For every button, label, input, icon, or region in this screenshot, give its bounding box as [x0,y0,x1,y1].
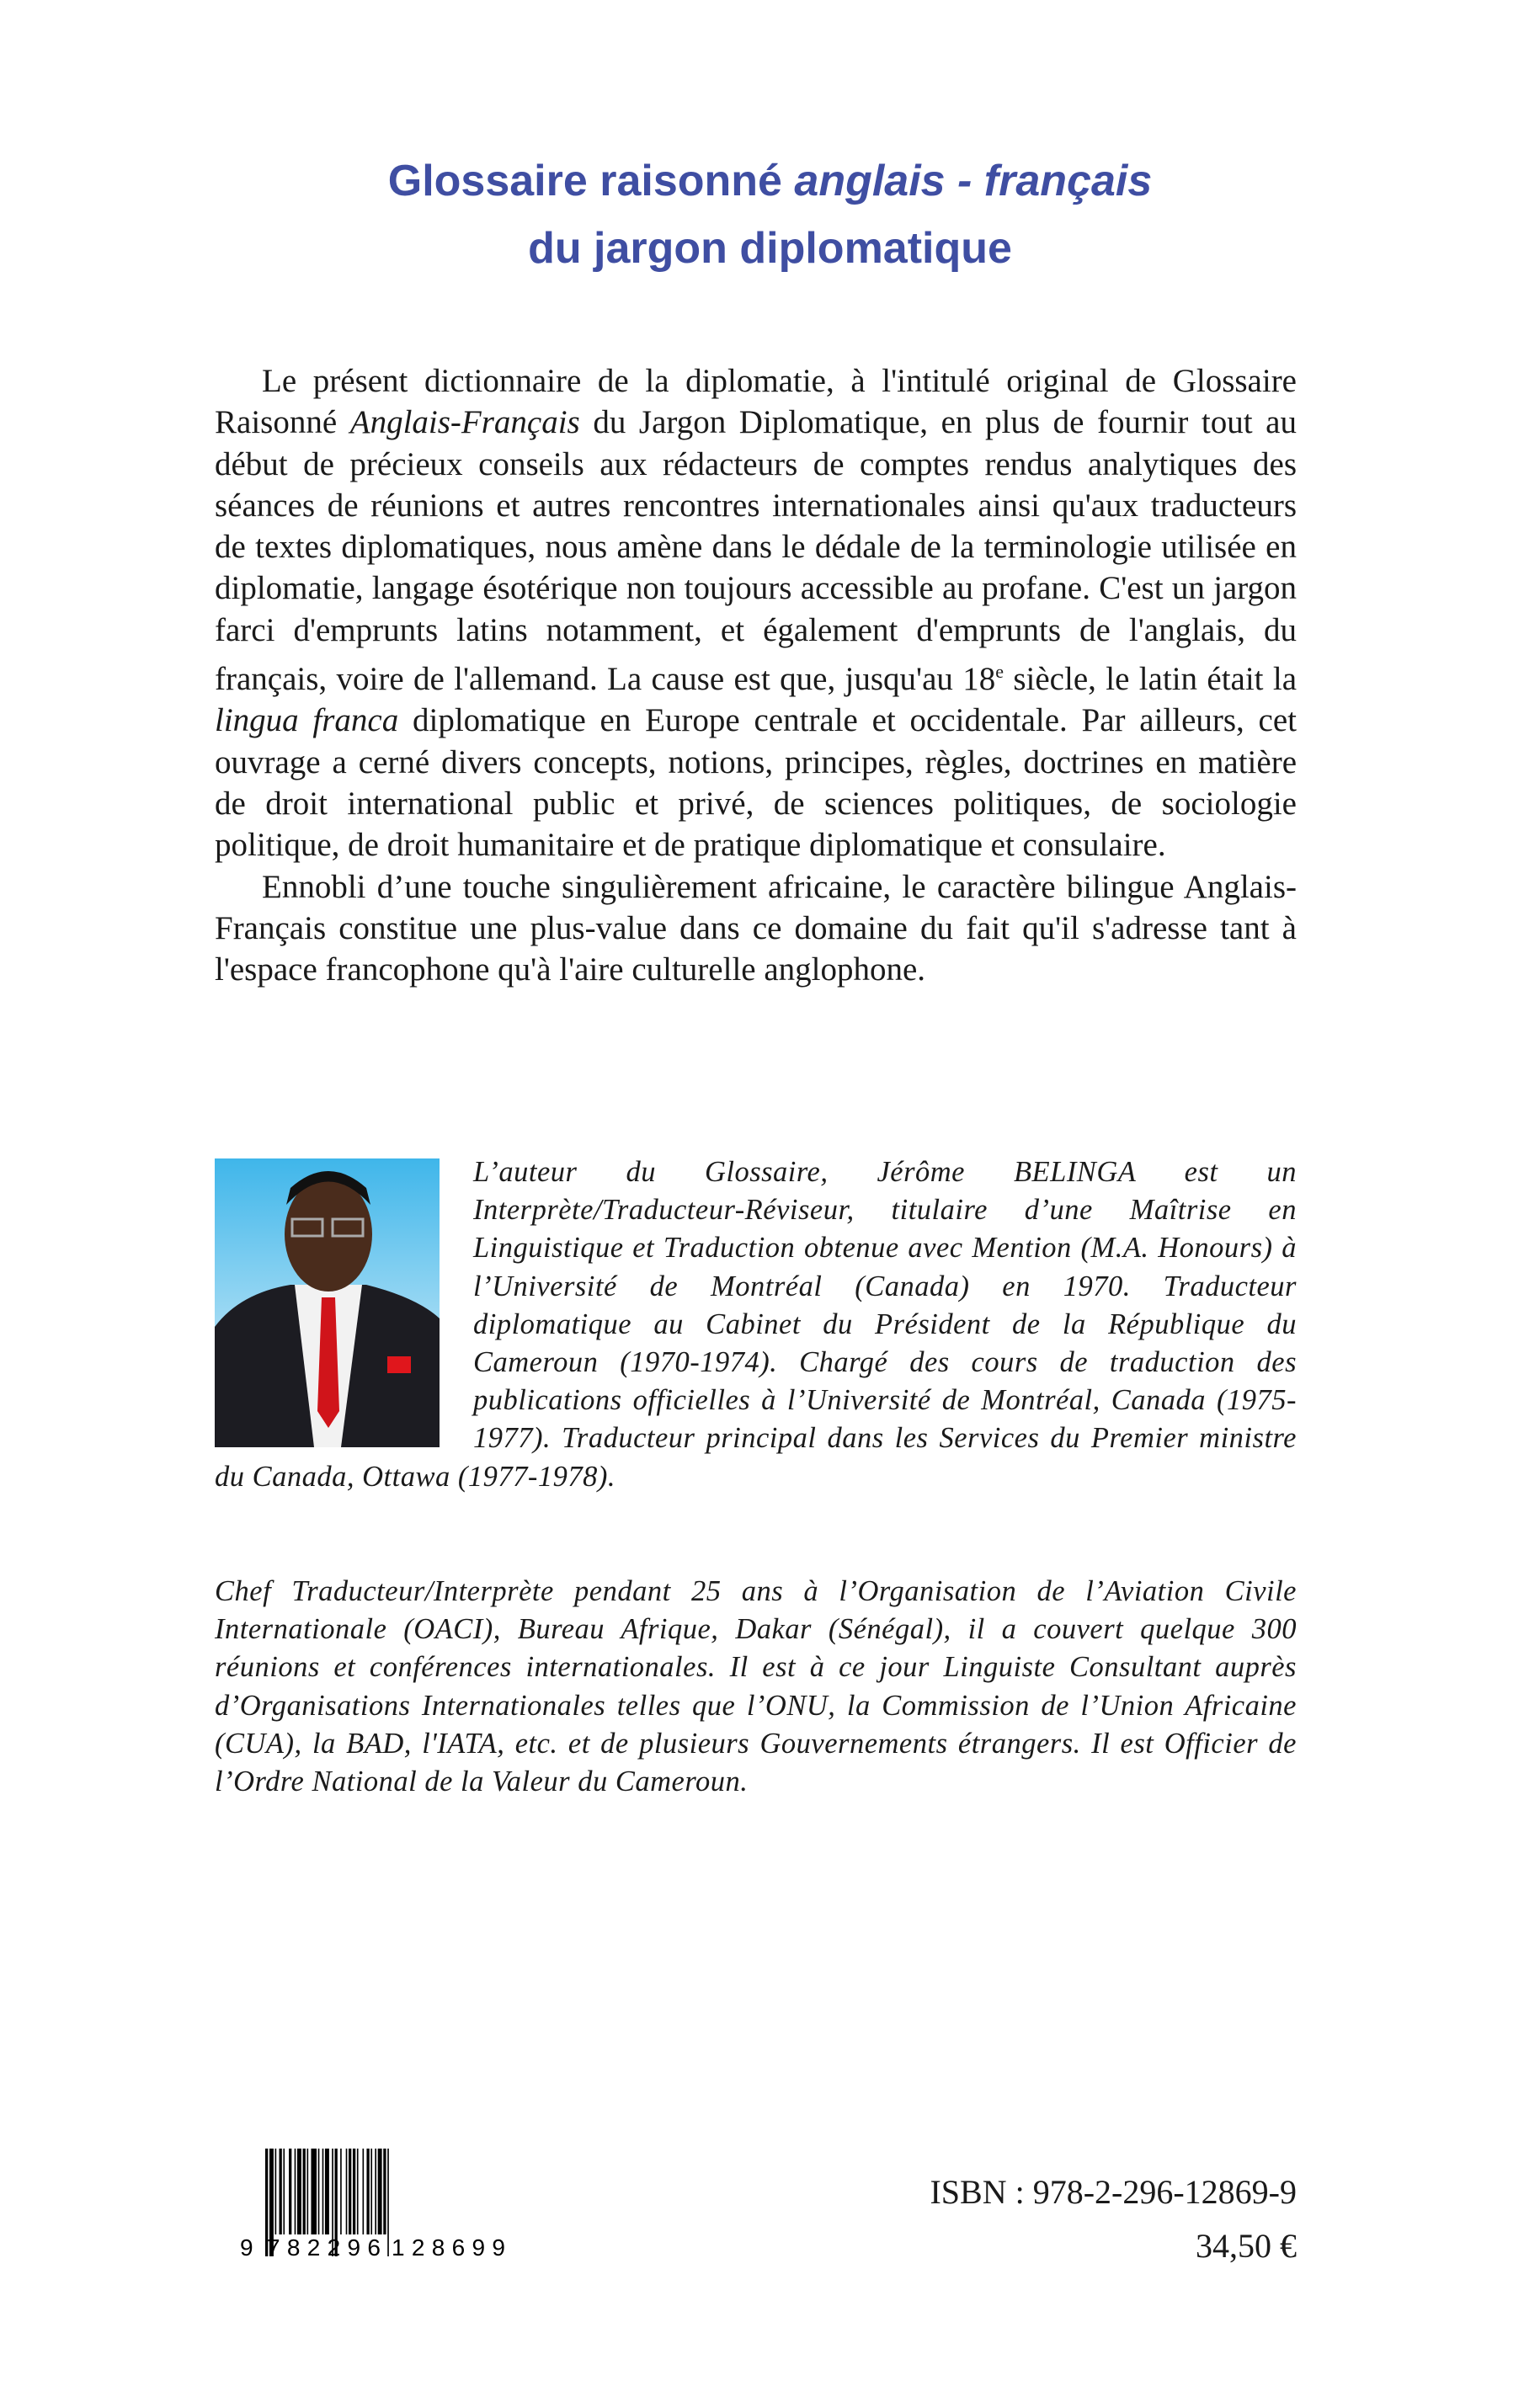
author-bio-text: L’auteur du Glossaire, Jérôme BELINGA est un Interprète/Traducteur-Réviseur, titulaire d’une Maîtrise en Linguistique et Traduction obtenue avec Mention (M.A. Honours) à l’Université de Montréal (Canada) en 1970. Traducteur diplomatique au Cabinet du Président de la République du Cameroun (1970-1974). Chargé des cours de traduction des publications officielles à l’Université de Montréal, Canada (1975-1977). Traducteur principal dans les Services du Premier ministre du Canada, Ottawa (1977-1978). [215,1156,1297,1493]
barcode-bar [311,2149,317,2234]
barcode-bar [349,2149,351,2234]
barcode-bar [366,2149,369,2234]
barcode-bar [325,2149,329,2234]
barcode-bar [383,2149,386,2234]
barcode-bar [318,2149,320,2234]
description-text-segment: du Jargon Diplomatique, en plus de fournir tout au début de précieux conseils aux rédacteurs de comptes rendus analytiques des séances de réunions et autres rencontres internationales ainsi qu'aux traducteurs de textes diplomatiques, nous amène dans le dédale de la terminologie utilisée en diplomatie, langage ésotérique non toujours accessible au profane. C'est un jargon farci d'emprunts latins notamment, et également d'emprunts de l'anglais, du français, voire de l'allemand. La cause est que, jusqu'au 18 [215,404,1297,698]
description-paragraph-2: Ennobli d’une touche singulièrement africaine, le caractère bilingue Anglais-Français constitue une plus-value dans ce domaine du fait qu'il s'adresse tant à l'espace francophone qu'à l'aire culturelle anglophone. [215,868,1297,988]
barcode-bar [289,2149,291,2234]
barcode-bar [297,2149,301,2234]
description-text-segment: Le présent dictionnaire de la diplomatie, à l'intitulé original de Glossaire Raisonné [215,363,1297,441]
author-bio [215,1153,1297,1496]
barcode-bar [363,2149,365,2234]
description-text-segment: Anglais-Français [349,404,580,441]
barcode-right-digits: 128699 [392,2234,505,2258]
barcode-bar [357,2149,359,2234]
title-line-1: Glossaire raisonné anglais - français [387,157,1153,205]
barcode-bar [307,2149,309,2234]
barcode-bar [340,2149,342,2234]
barcode-bar [275,2149,277,2234]
barcode-bar [322,2149,324,2234]
barcode-bar [280,2149,282,2234]
author-career: Chef Traducteur/Interprète pendant 25 ans à l’Organisation de l’Aviation Civile Internationale (OACI), Bureau Afrique, Dakar (Sénégal), il a couvert quelque 300 réunions et conférences internationales. Il est à ce jour Linguiste Consultant auprès d’Organisations Internationales telles que l’ONU, la Commission de l’Union Africaine (CUA), la BAD, l'IATA, etc. et de plusieurs Gouvernements étrangers. Il est Officier de l’Ordre National de la Valeur du Cameroun. [215,1575,1297,1798]
description-text-segment: lingua franca [215,702,399,739]
price: 34,50 € [1196,2227,1297,2265]
description-text-segment: e [995,661,1004,683]
title-line-2: du jargon diplomatique [528,224,1012,273]
isbn: ISBN : 978-2-296-12869-9 [930,2173,1297,2211]
barcode-bar [353,2149,355,2234]
book-title [0,147,1540,282]
description-text-segment: siècle, le latin était la [1004,661,1298,698]
description-paragraph-1 [215,360,1297,866]
barcode-bar [283,2149,285,2234]
barcode-first-digit: 9 [240,2234,253,2258]
barcode-left-digits: 782296 [267,2234,381,2258]
barcode-bar [387,2149,389,2256]
barcode-bar [303,2149,306,2234]
barcode-bar [378,2149,382,2234]
isbn-barcode [240,2149,526,2258]
barcode-bar [346,2149,348,2234]
barcode-bar [375,2149,376,2234]
author-photo [215,1158,440,1447]
description-text-segment: diplomatique en Europe centrale et occidentale. Par ailleurs, cet ouvrage a cerné divers concepts, notions, principes, règles, doctrines en matière de droit international public et privé, de sciences politiques, de sociologie politique, de droit humanitaire et de pratique diplomatique et consulaire. [215,702,1298,864]
barcode-bar [370,2149,372,2234]
description [215,360,1297,990]
barcode-bar [295,2149,296,2234]
